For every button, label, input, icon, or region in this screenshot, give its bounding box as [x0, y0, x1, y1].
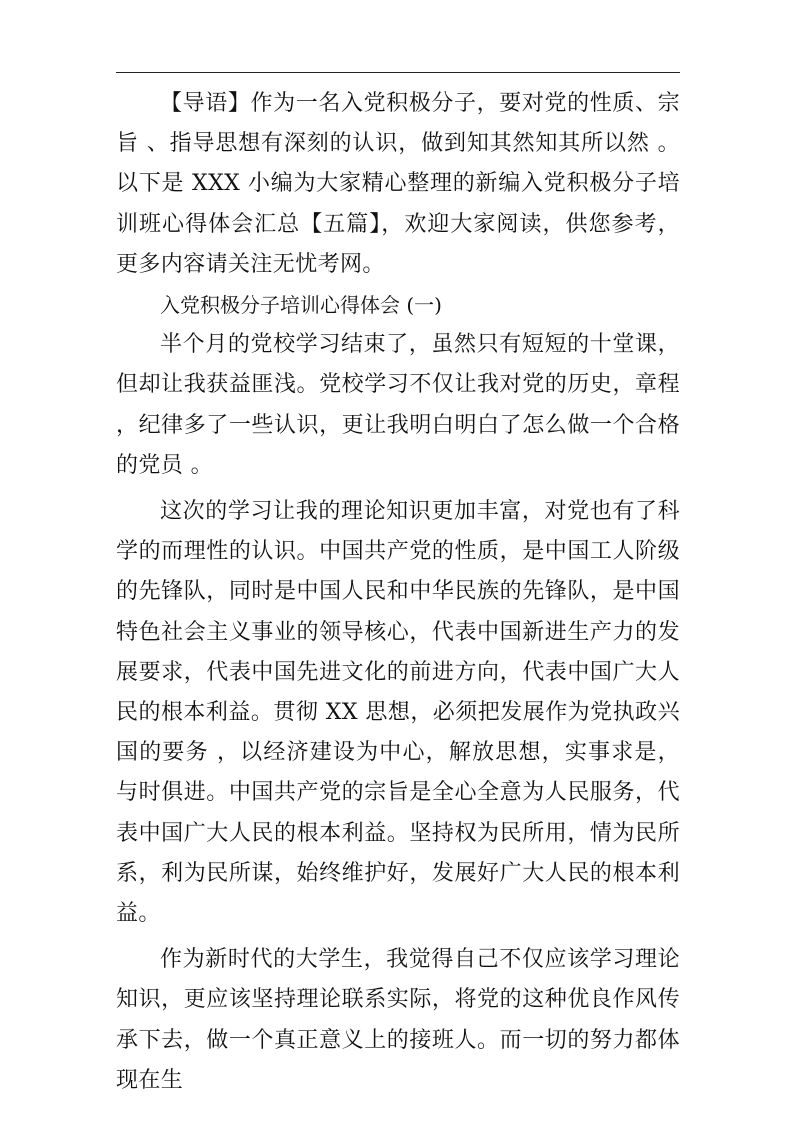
- intro-paragraph: 【导语】作为一名入党积极分子，要对党的性质、宗旨 、指导思想有深刻的认识，做到知其然知其所以然 。以下是 XXX 小编为大家精心整理的新编入党积极分子培训班心得体会汇总【五篇】，欢迎大家阅读，供您参考，更多内容请关注无忧考网。: [116, 91, 680, 277]
- document-body: [116, 84, 680, 1101]
- section-title: 入党积极分子培训心得体会 (一): [160, 293, 442, 318]
- body-paragraph-1: 半个月的党校学习结束了，虽然只有短短的十堂课，但却让我获益匪浅。党校学习不仅让我对党的历史，章程，纪律多了一些认识，更让我明白明白了怎么做一个合格的党员 。: [116, 332, 680, 478]
- header-rule: [116, 72, 680, 73]
- body-paragraph-3: 作为新时代的大学生，我觉得自己不仅应该学习理论知识，更应该坚持理论联系实际，将党的这种优良作风传承下去，做一个真正意义上的接班人。而一切的努力都体现在生: [116, 947, 680, 1093]
- body-paragraph-2: 这次的学习让我的理论知识更加丰富，对党也有了科学的而理性的认识。中国共产党的性质，是中国工人阶级的先锋队，同时是中国人民和中华民族的先锋队，是中国特色社会主义事业的领导核心，代表中国新进生产力的发展要求，代表中国先进文化的前进方向，代表中国广大人民的根本利益。贯彻 XX 思想，必须把发展作为党执政兴国的要务 ，以经济建设为中心，解放思想，实事求是，与时俱进。中国共产党的宗旨是全心全意为人民服务，代表中国广大人民的根本利益。坚持权为民所用，情为民所系，利为民所谋，始终维护好，发展好广大人民的根本利益。: [116, 499, 680, 927]
